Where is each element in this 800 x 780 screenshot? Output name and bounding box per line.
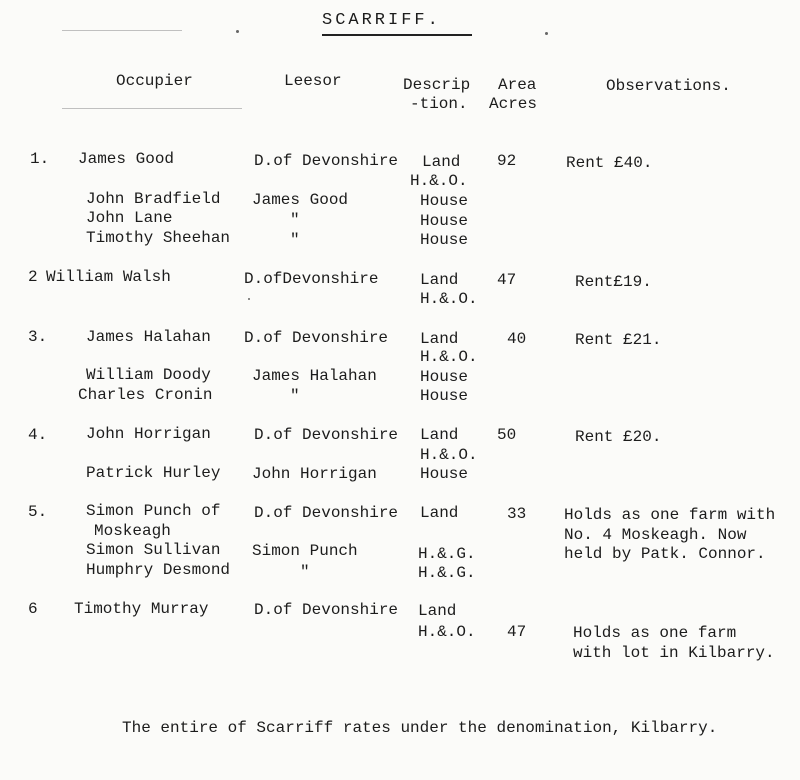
lessor-name: D.of Devonshire bbox=[254, 426, 399, 444]
title-underline bbox=[322, 34, 472, 36]
header-leesor: Leesor bbox=[284, 72, 342, 90]
description: H.&.O. bbox=[418, 623, 476, 641]
observation: Rent £21. bbox=[575, 331, 662, 349]
margin-dot bbox=[545, 32, 548, 35]
ditto-mark: " bbox=[300, 563, 310, 581]
footer-note: The entire of Scarriff rates under the denomination, Kilbarry. bbox=[122, 719, 718, 737]
description: Land bbox=[420, 504, 459, 522]
occupier-name: William Doody bbox=[86, 366, 211, 384]
ditto-mark: " bbox=[290, 387, 300, 405]
occupier-name: John Horrigan bbox=[86, 425, 211, 443]
observation: with lot in Kilbarry. bbox=[573, 644, 775, 662]
area-acres: 40 bbox=[507, 330, 527, 348]
lessor-name: James Halahan bbox=[252, 367, 377, 385]
header-occupier: Occupier bbox=[116, 72, 193, 90]
entry-number: 1. bbox=[30, 150, 50, 168]
entry-number: 6 bbox=[28, 600, 38, 618]
observation: held by Patk. Connor. bbox=[564, 545, 766, 563]
description: Land bbox=[420, 330, 459, 348]
header-observations: Observations. bbox=[606, 77, 731, 95]
description: House bbox=[420, 368, 469, 386]
area-acres: 33 bbox=[507, 505, 527, 523]
area-acres: 50 bbox=[497, 426, 517, 444]
margin-rule-left bbox=[62, 30, 182, 31]
entry-number: 2 bbox=[28, 268, 38, 286]
description: Land bbox=[418, 602, 457, 620]
description: H.&.G. bbox=[418, 545, 476, 563]
area-acres: 47 bbox=[497, 271, 517, 289]
observation: Rent £40. bbox=[566, 154, 653, 172]
observation: Rent£19. bbox=[575, 273, 652, 291]
occupier-name: Timothy Sheehan bbox=[86, 229, 231, 247]
description: House bbox=[420, 212, 469, 230]
stray-mark bbox=[248, 298, 250, 300]
lessor-name: Simon Punch bbox=[252, 542, 358, 560]
lessor-name: D.of Devonshire bbox=[254, 601, 399, 619]
area-acres: 47 bbox=[507, 623, 527, 641]
description: H.&.G. bbox=[418, 564, 476, 582]
entry-number: 3. bbox=[28, 328, 48, 346]
header-description: Descrip bbox=[403, 76, 471, 94]
description: H.&.O. bbox=[420, 446, 478, 464]
description: House bbox=[420, 465, 469, 483]
occupier-name: Humphry Desmond bbox=[86, 561, 231, 579]
header-acres: Acres bbox=[489, 95, 538, 113]
entry-number: 4. bbox=[28, 426, 48, 444]
occupier-name: Patrick Hurley bbox=[86, 464, 221, 482]
description: Land bbox=[422, 153, 461, 171]
entry-number: 5. bbox=[28, 503, 48, 521]
description: H.&.O. bbox=[420, 290, 478, 308]
ditto-mark: " bbox=[290, 231, 300, 249]
occupier-name: Simon Sullivan bbox=[86, 541, 221, 559]
lessor-name: John Horrigan bbox=[252, 465, 377, 483]
description: H.&.O. bbox=[410, 172, 468, 190]
occupier-name: Charles Cronin bbox=[78, 386, 213, 404]
header-rule bbox=[62, 108, 242, 109]
area-acres: 92 bbox=[497, 152, 517, 170]
occupier-name: John Lane bbox=[86, 209, 173, 227]
ditto-mark: " bbox=[290, 211, 300, 229]
description: House bbox=[420, 387, 469, 405]
observation: Rent £20. bbox=[575, 428, 662, 446]
lessor-name: D.of Devonshire bbox=[254, 504, 399, 522]
page-title: SCARRIFF. bbox=[322, 11, 441, 30]
observation: No. 4 Moskeagh. Now bbox=[564, 526, 747, 544]
margin-dot bbox=[236, 30, 239, 33]
lessor-name: D.of Devonshire bbox=[244, 329, 389, 347]
description: House bbox=[420, 231, 469, 249]
occupier-name: James Halahan bbox=[86, 328, 211, 346]
observation: Holds as one farm with bbox=[564, 506, 776, 524]
occupier-name: William Walsh bbox=[46, 268, 171, 286]
lessor-name: D.of Devonshire bbox=[254, 152, 399, 170]
header-area: Area bbox=[498, 76, 537, 94]
lessor-name: James Good bbox=[252, 191, 349, 209]
occupier-name: Simon Punch of bbox=[86, 502, 221, 520]
observation: Holds as one farm bbox=[573, 624, 737, 642]
occupier-name: John Bradfield bbox=[86, 190, 221, 208]
description: Land bbox=[420, 271, 459, 289]
description: H.&.O. bbox=[420, 348, 478, 366]
lessor-name: D.ofDevonshire bbox=[244, 270, 379, 288]
occupier-name: Moskeagh bbox=[94, 522, 171, 540]
occupier-name: Timothy Murray bbox=[74, 600, 209, 618]
description: Land bbox=[420, 426, 459, 444]
header-description-cont: -tion. bbox=[410, 95, 468, 113]
occupier-name: James Good bbox=[78, 150, 175, 168]
description: House bbox=[420, 192, 469, 210]
